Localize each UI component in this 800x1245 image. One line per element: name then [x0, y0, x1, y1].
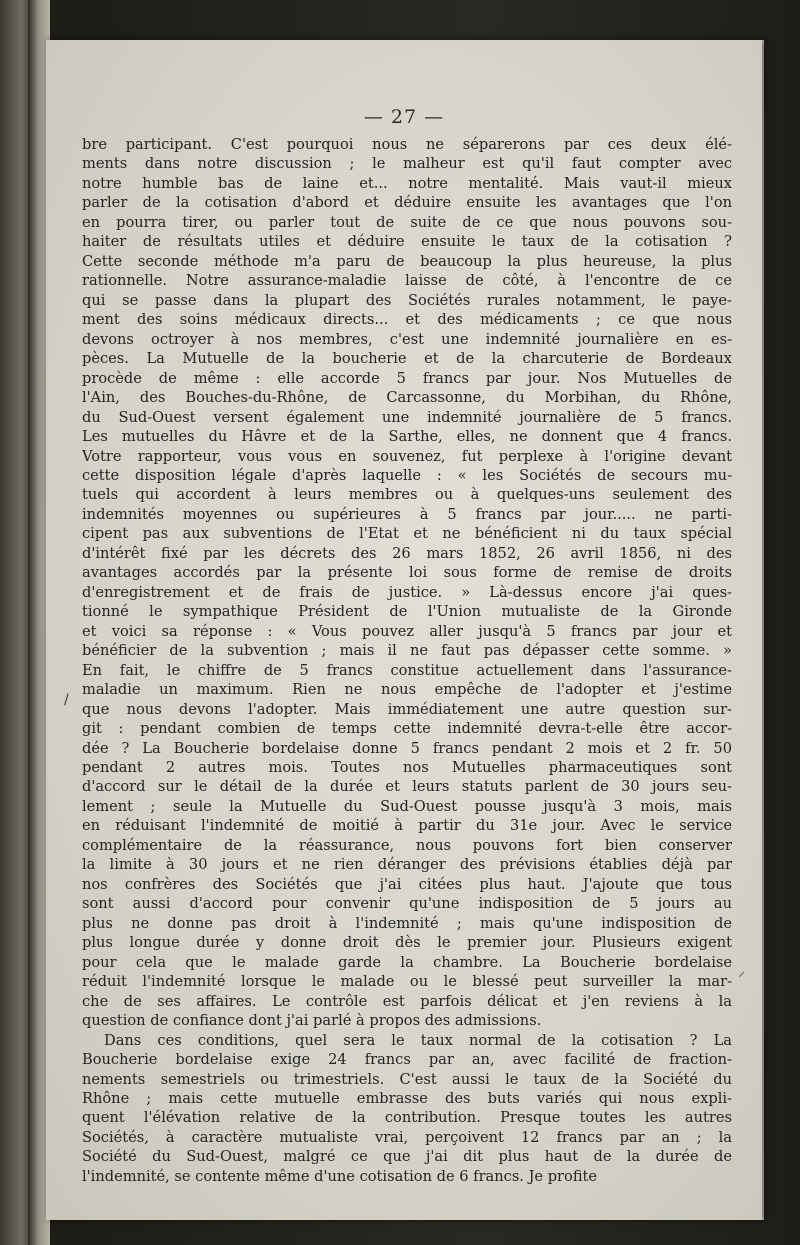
text-line: ments dans notre discussion ; le malheur est qu'il faut compter avec: [82, 155, 732, 173]
text-line: l'Ain, des Bouches-du-Rhône, de Carcassonne, du Morbihan, du Rhône,: [82, 389, 732, 407]
page-number: — 27 —: [363, 106, 445, 128]
text-line: cette disposition légale d'après laquelle : « les Sociétés de secours mu-: [82, 466, 732, 484]
text-line: d'accord sur le détail de la durée et leurs statuts parlent de 30 jours seu-: [82, 778, 732, 796]
text-line: lement ; seule la Mutuelle du Sud-Ouest pousse jusqu'à 3 mois, mais: [82, 797, 732, 815]
text-line: tionné le sympathique Président de l'Union mutualiste de la Gironde: [82, 603, 732, 621]
text-line: Rhône ; mais cette mutuelle embrasse des buts variés qui nous expli-: [82, 1089, 732, 1107]
text-line: d'enregistrement et de frais de justice. » Là-dessus encore j'ai ques-: [82, 583, 732, 601]
previous-page-edge: [0, 0, 30, 1245]
text-line: que nous devons l'adopter. Mais immédiatement une autre question sur-: [82, 700, 732, 718]
text-line: complémentaire de la réassurance, nous pouvons fort bien conserver: [82, 836, 732, 854]
text-line: avantages accordés par la présente loi sous forme de remise de droits: [82, 564, 732, 582]
text-line: Boucherie bordelaise exige 24 francs par an, avec facilité de fraction-: [82, 1051, 732, 1069]
book-page: [46, 40, 762, 1220]
text-line: devons octroyer à nos membres, c'est une indemnité journalière en es-: [82, 330, 732, 348]
text-line: parler de la cotisation d'abord et déduire ensuite les avantages que l'on: [82, 194, 732, 212]
text-line: et voici sa réponse : « Vous pouvez aller jusqu'à 5 francs par jour et: [82, 622, 732, 640]
text-line: git : pendant combien de temps cette indemnité devra-t-elle être accor-: [82, 720, 732, 738]
text-line: qui se passe dans la plupart des Sociétés rurales notamment, le paye-: [82, 291, 732, 309]
margin-mark-left: /: [64, 692, 69, 708]
margin-mark-right: ⸝: [738, 964, 745, 980]
text-line: haiter de résultats utiles et déduire ensuite le taux de la cotisation ?: [82, 233, 732, 251]
text-line: tuels qui accordent à leurs membres ou à quelques-uns seulement des: [82, 486, 732, 504]
text-line: quent l'élévation relative de la contribution. Presque toutes les autres: [82, 1109, 732, 1127]
text-line: plus longue durée y donne droit dès le premier jour. Plusieurs exigent: [82, 934, 732, 952]
text-line: bre participant. C'est pourquoi nous ne séparerons par ces deux élé-: [82, 136, 732, 153]
text-line: nos confrères des Sociétés que j'ai citées plus haut. J'ajoute que tous: [82, 875, 732, 893]
text-line: Les mutuelles du Hâvre et de la Sarthe, elles, ne donnent que 4 francs.: [82, 428, 732, 446]
text-line: sont aussi d'accord pour convenir qu'une indisposition de 5 jours au: [82, 895, 732, 913]
text-line: bénéficier de la subvention ; mais il ne faut pas dépasser cette somme. »: [82, 642, 732, 660]
text-line: plus ne donne pas droit à l'indemnité ; mais qu'une indisposition de: [82, 914, 732, 932]
text-line: du Sud-Ouest versent également une indemnité journalière de 5 francs.: [82, 408, 732, 426]
text-line: Dans ces conditions, quel sera le taux normal de la cotisation ? La: [104, 1031, 732, 1049]
text-line: Société du Sud-Ouest, malgré ce que j'ai dit plus haut de la durée de: [82, 1148, 732, 1166]
text-line: dée ? La Boucherie bordelaise donne 5 francs pendant 2 mois et 2 fr. 50: [82, 739, 732, 757]
text-line: Votre rapporteur, vous vous en souvenez, fut perplexe à l'origine devant: [82, 447, 732, 465]
text-line: nements semestriels ou trimestriels. C'est aussi le taux de la Société du: [82, 1070, 732, 1088]
text-line: Cette seconde méthode m'a paru de beaucoup la plus heureuse, la plus: [82, 252, 732, 270]
text-line: cipent pas aux subventions de l'Etat et ne bénéficient ni du taux spécial: [82, 525, 732, 543]
text-line: question de confiance dont j'ai parlé à propos des admissions.: [82, 1012, 542, 1030]
text-line: rationnelle. Notre assurance-maladie laisse de côté, à l'encontre de ce: [82, 272, 732, 290]
body-text: [82, 135, 732, 1186]
text-line: indemnités moyennes ou supérieures à 5 francs par jour..... ne parti-: [82, 505, 732, 523]
text-line: En fait, le chiffre de 5 francs constitue actuellement dans l'assurance-: [82, 661, 732, 679]
text-line: procède de même : elle accorde 5 francs par jour. Nos Mutuelles de: [82, 369, 732, 387]
text-line: en réduisant l'indemnité de moitié à partir du 31e jour. Avec le service: [82, 817, 732, 835]
text-line: notre humble bas de laine et... notre mentalité. Mais vaut-il mieux: [82, 174, 732, 192]
text-line: pour cela que le malade garde la chambre. La Boucherie bordelaise: [82, 953, 732, 971]
text-line: ment des soins médicaux directs... et des médicaments ; ce que nous: [82, 311, 732, 329]
text-line: d'intérêt fixé par les décrets des 26 mars 1852, 26 avril 1856, ni des: [82, 544, 732, 562]
text-line: Sociétés, à caractère mutualiste vrai, perçoivent 12 francs par an ; la: [82, 1128, 732, 1146]
text-line: réduit l'indemnité lorsque le malade ou le blessé peut surveiller la mar-: [82, 973, 732, 991]
text-line: maladie un maximum. Rien ne nous empêche de l'adopter et j'estime: [82, 681, 732, 699]
text-line: en pourra tirer, ou parler tout de suite de ce que nous pouvons sou-: [82, 213, 732, 231]
text-line: la limite à 30 jours et ne rien déranger des prévisions établies déjà par: [82, 856, 732, 874]
text-line: pèces. La Mutuelle de la boucherie et de la charcuterie de Bordeaux: [82, 350, 732, 368]
text-line: l'indemnité, se contente même d'une cotisation de 6 francs. Je profite: [82, 1167, 598, 1185]
text-line: che de ses affaires. Le contrôle est parfois délicat et j'en reviens à la: [82, 992, 732, 1010]
text-line: pendant 2 autres mois. Toutes nos Mutuelles pharmaceutiques sont: [82, 759, 732, 776]
